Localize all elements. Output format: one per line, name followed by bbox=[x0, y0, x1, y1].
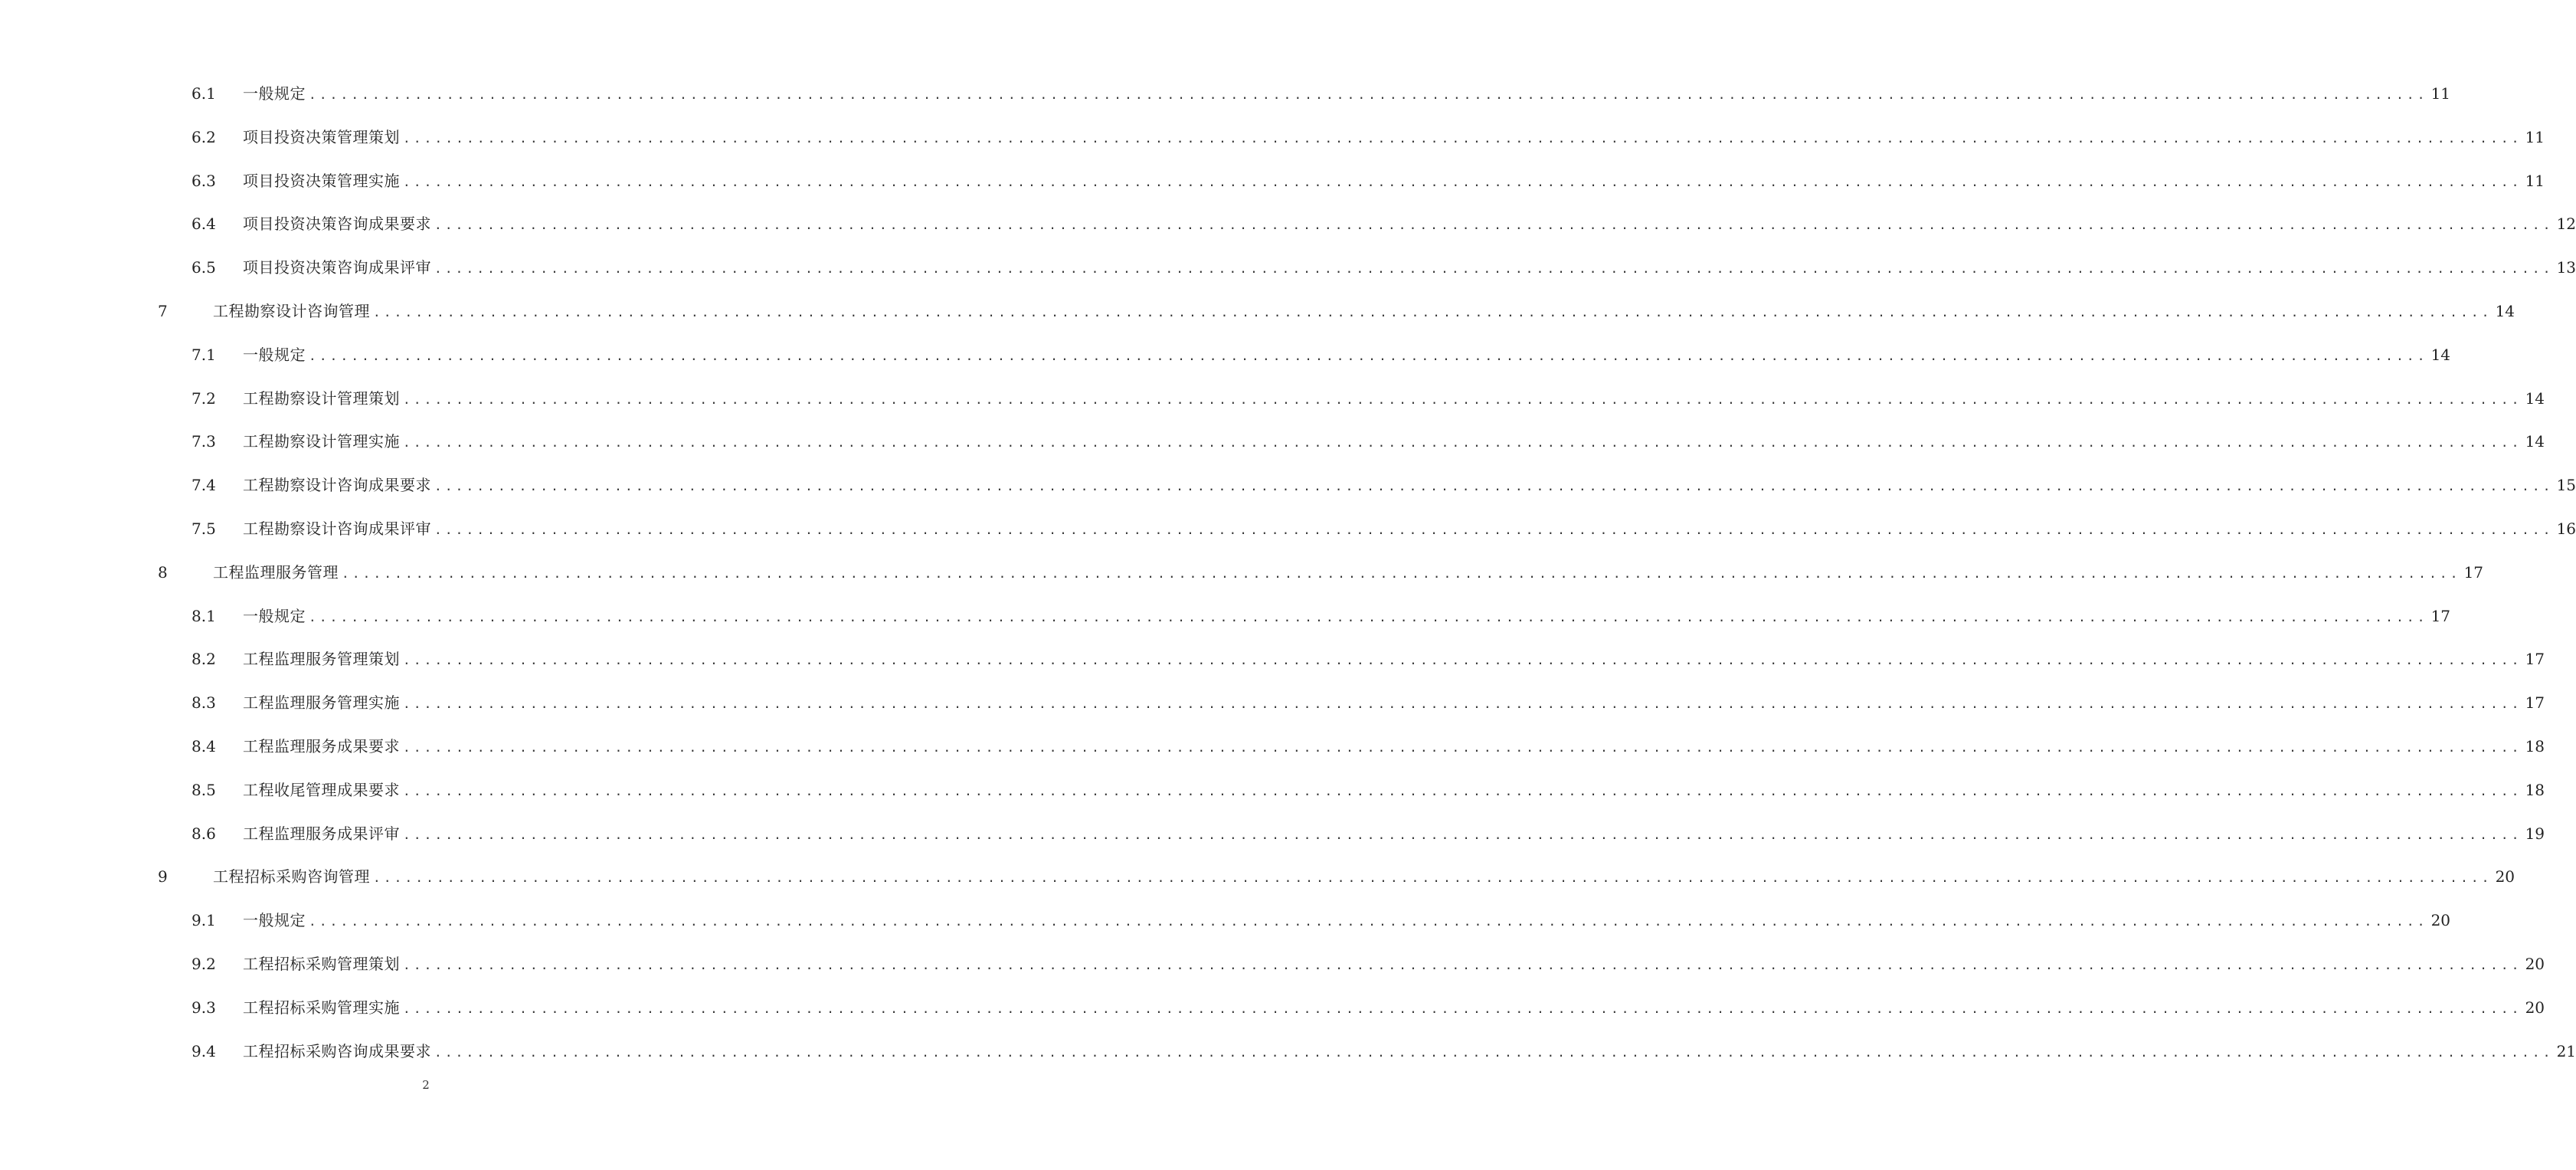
toc-entry[interactable] bbox=[0, 986, 2545, 1030]
toc-entry-body bbox=[243, 1030, 2576, 1075]
toc-entry-body bbox=[243, 202, 2576, 247]
toc-entry-number: 8.3 bbox=[191, 693, 216, 713]
toc-entry-title: 工程招标采购管理实施 bbox=[243, 998, 400, 1017]
toc-dot-leader: ........................................................................................................................................................................................................ bbox=[309, 609, 2428, 624]
toc-entry-number: 9.3 bbox=[191, 998, 216, 1017]
toc-entry-page: 17 bbox=[2525, 650, 2545, 669]
toc-dot-leader: ........................................................................................................................................................................................................ bbox=[309, 914, 2428, 929]
toc-entry-body bbox=[243, 812, 2545, 857]
toc-entry[interactable] bbox=[0, 290, 2515, 333]
toc-entry-page: 11 bbox=[2430, 84, 2451, 103]
toc-entry[interactable] bbox=[0, 333, 2451, 377]
toc-entry-page: 17 bbox=[2430, 606, 2451, 625]
toc-entry-title: 工程勘察设计咨询管理 bbox=[213, 301, 370, 320]
toc-entry-page: 20 bbox=[2430, 911, 2451, 930]
toc-entry-number: 8.1 bbox=[191, 606, 216, 625]
toc-entry-page: 14 bbox=[2430, 345, 2451, 364]
toc-dot-leader: ........................................................................................................................................................................................................ bbox=[403, 653, 2522, 668]
toc-entry-title: 工程勘察设计管理策划 bbox=[243, 388, 400, 408]
toc-entry-title: 工程招标采购管理策划 bbox=[243, 954, 400, 973]
toc-entry-body bbox=[243, 246, 2576, 291]
toc-dot-leader: ........................................................................................................................................................................................................ bbox=[403, 783, 2522, 798]
toc-entry-title: 工程监理服务成果要求 bbox=[243, 736, 400, 755]
toc-entry-body bbox=[243, 116, 2545, 161]
toc-entry[interactable] bbox=[0, 246, 2576, 290]
toc-entry-number: 9.4 bbox=[191, 1041, 216, 1060]
toc-entry-page: 13 bbox=[2556, 258, 2576, 277]
toc-entry-title: 工程监理服务成果评审 bbox=[243, 824, 400, 843]
toc-entry-number: 6.4 bbox=[191, 215, 216, 234]
toc-dot-leader: ........................................................................................................................................................................................................ bbox=[403, 696, 2522, 712]
toc-entry-title: 工程招标采购咨询管理 bbox=[213, 867, 370, 887]
toc-entry[interactable] bbox=[0, 637, 2545, 681]
toc-entry[interactable] bbox=[0, 725, 2545, 769]
toc-entry-number: 7.1 bbox=[191, 345, 216, 364]
toc-dot-leader: ........................................................................................................................................................................................................ bbox=[434, 261, 2554, 277]
toc-entry-number: 8.4 bbox=[191, 736, 216, 755]
toc-entry-body bbox=[243, 72, 2451, 117]
toc-dot-leader: ........................................................................................................................................................................................................ bbox=[434, 479, 2554, 494]
toc-entry-number: 6.2 bbox=[191, 127, 216, 146]
toc-entry-page: 14 bbox=[2495, 301, 2515, 320]
toc-entry-page: 20 bbox=[2495, 867, 2515, 887]
toc-entry-body bbox=[213, 551, 2484, 596]
toc-entry[interactable] bbox=[0, 681, 2545, 725]
toc-dot-leader: ........................................................................................................................................................................................................ bbox=[373, 870, 2493, 886]
toc-entry[interactable] bbox=[0, 202, 2576, 246]
toc-entry[interactable] bbox=[0, 507, 2576, 551]
toc-dot-leader: ........................................................................................................................................................................................................ bbox=[342, 565, 2461, 581]
toc-entry-title: 工程监理服务管理 bbox=[213, 562, 339, 582]
toc-entry-number: 7.4 bbox=[191, 476, 216, 495]
toc-dot-leader: ........................................................................................................................................................................................................ bbox=[403, 827, 2522, 842]
page-number: 2 bbox=[422, 1078, 430, 1092]
toc-entry-title: 工程监理服务管理实施 bbox=[243, 693, 400, 713]
toc-dot-leader: ........................................................................................................................................................................................................ bbox=[403, 130, 2522, 146]
toc-entry-body bbox=[243, 159, 2545, 205]
toc-entry-title: 项目投资决策咨询成果要求 bbox=[243, 215, 431, 234]
table-of-contents bbox=[0, 72, 2576, 1073]
toc-entry-page: 16 bbox=[2556, 519, 2576, 538]
toc-entry-page: 20 bbox=[2525, 954, 2545, 973]
toc-entry-title: 工程招标采购咨询成果要求 bbox=[243, 1041, 431, 1060]
toc-entry-number: 6.3 bbox=[191, 171, 216, 190]
toc-entry-page: 14 bbox=[2525, 432, 2545, 451]
toc-entry-number: 8.5 bbox=[191, 780, 216, 799]
toc-entry[interactable] bbox=[0, 420, 2545, 464]
toc-entry-number: 6.1 bbox=[191, 84, 216, 103]
toc-entry-page: 20 bbox=[2525, 998, 2545, 1017]
toc-entry-title: 工程收尾管理成果要求 bbox=[243, 780, 400, 799]
toc-entry-body bbox=[243, 942, 2545, 988]
toc-entry-body bbox=[243, 377, 2545, 422]
toc-entry[interactable] bbox=[0, 942, 2545, 986]
toc-entry-page: 14 bbox=[2525, 388, 2545, 408]
toc-entry-body bbox=[243, 899, 2451, 944]
toc-entry-title: 工程勘察设计咨询成果评审 bbox=[243, 519, 431, 538]
toc-entry-body bbox=[243, 420, 2545, 465]
toc-dot-leader: ........................................................................................................................................................................................................ bbox=[434, 218, 2554, 233]
toc-entry-body bbox=[243, 595, 2451, 640]
toc-entry-title: 一般规定 bbox=[243, 606, 306, 625]
toc-entry[interactable] bbox=[0, 116, 2545, 159]
toc-entry-page: 15 bbox=[2556, 476, 2576, 495]
toc-entry-page: 17 bbox=[2463, 562, 2484, 582]
toc-entry[interactable] bbox=[0, 377, 2545, 421]
toc-entry-number: 8.6 bbox=[191, 824, 216, 843]
toc-entry-title: 一般规定 bbox=[243, 911, 306, 930]
toc-entry[interactable] bbox=[0, 899, 2451, 942]
toc-entry-page: 19 bbox=[2525, 824, 2545, 843]
toc-entry[interactable] bbox=[0, 855, 2515, 899]
toc-entry-body bbox=[243, 333, 2451, 379]
toc-entry-number: 8 bbox=[158, 562, 168, 582]
toc-entry-body bbox=[213, 855, 2515, 900]
toc-dot-leader: ........................................................................................................................................................................................................ bbox=[403, 392, 2522, 407]
toc-entry-body bbox=[243, 464, 2576, 509]
toc-entry-page: 18 bbox=[2525, 780, 2545, 799]
toc-entry-body bbox=[213, 290, 2515, 335]
toc-entry[interactable] bbox=[0, 464, 2576, 507]
toc-dot-leader: ........................................................................................................................................................................................................ bbox=[403, 957, 2522, 972]
toc-dot-leader: ........................................................................................................................................................................................................ bbox=[403, 739, 2522, 755]
toc-entry-body bbox=[243, 769, 2545, 814]
toc-entry[interactable] bbox=[0, 72, 2451, 116]
toc-entry-title: 工程监理服务管理策划 bbox=[243, 650, 400, 669]
toc-entry-title: 项目投资决策管理实施 bbox=[243, 171, 400, 190]
toc-entry-page: 12 bbox=[2556, 215, 2576, 234]
toc-entry-number: 9.1 bbox=[191, 911, 216, 930]
toc-entry[interactable] bbox=[0, 812, 2545, 856]
toc-dot-leader: ........................................................................................................................................................................................................ bbox=[434, 522, 2554, 537]
toc-entry-number: 7.2 bbox=[191, 388, 216, 408]
toc-dot-leader: ........................................................................................................................................................................................................ bbox=[403, 435, 2522, 451]
toc-entry-title: 一般规定 bbox=[243, 84, 306, 103]
toc-entry[interactable] bbox=[0, 769, 2545, 812]
toc-entry-body bbox=[243, 986, 2545, 1031]
toc-entry[interactable] bbox=[0, 1030, 2576, 1073]
toc-entry-page: 11 bbox=[2525, 171, 2545, 190]
toc-entry-page: 21 bbox=[2556, 1041, 2576, 1060]
toc-entry-body bbox=[243, 637, 2545, 683]
toc-dot-leader: ........................................................................................................................................................................................................ bbox=[403, 1001, 2522, 1016]
toc-entry-number: 9 bbox=[158, 867, 168, 887]
toc-dot-leader: ........................................................................................................................................................................................................ bbox=[373, 304, 2493, 320]
toc-dot-leader: ........................................................................................................................................................................................................ bbox=[309, 348, 2428, 363]
toc-entry-body bbox=[243, 725, 2545, 770]
toc-dot-leader: ........................................................................................................................................................................................................ bbox=[403, 174, 2522, 189]
toc-dot-leader: ........................................................................................................................................................................................................ bbox=[309, 87, 2428, 102]
toc-entry-number: 6.5 bbox=[191, 258, 216, 277]
toc-entry-page: 11 bbox=[2525, 127, 2545, 146]
toc-entry-title: 项目投资决策管理策划 bbox=[243, 127, 400, 146]
toc-entry[interactable] bbox=[0, 551, 2484, 595]
toc-dot-leader: ........................................................................................................................................................................................................ bbox=[434, 1044, 2554, 1060]
toc-entry-number: 8.2 bbox=[191, 650, 216, 669]
toc-entry-title: 工程勘察设计咨询成果要求 bbox=[243, 476, 431, 495]
toc-entry-number: 7.5 bbox=[191, 519, 216, 538]
toc-entry-body bbox=[243, 507, 2576, 552]
toc-entry-number: 7.3 bbox=[191, 432, 216, 451]
toc-entry[interactable] bbox=[0, 595, 2451, 638]
toc-entry-title: 工程勘察设计管理实施 bbox=[243, 432, 400, 451]
toc-entry-title: 一般规定 bbox=[243, 345, 306, 364]
toc-entry-number: 9.2 bbox=[191, 954, 216, 973]
toc-entry-page: 17 bbox=[2525, 693, 2545, 713]
toc-entry-page: 18 bbox=[2525, 736, 2545, 755]
toc-entry[interactable] bbox=[0, 159, 2545, 203]
toc-entry-body bbox=[243, 681, 2545, 726]
toc-entry-number: 7 bbox=[158, 301, 168, 320]
toc-entry-title: 项目投资决策咨询成果评审 bbox=[243, 258, 431, 277]
